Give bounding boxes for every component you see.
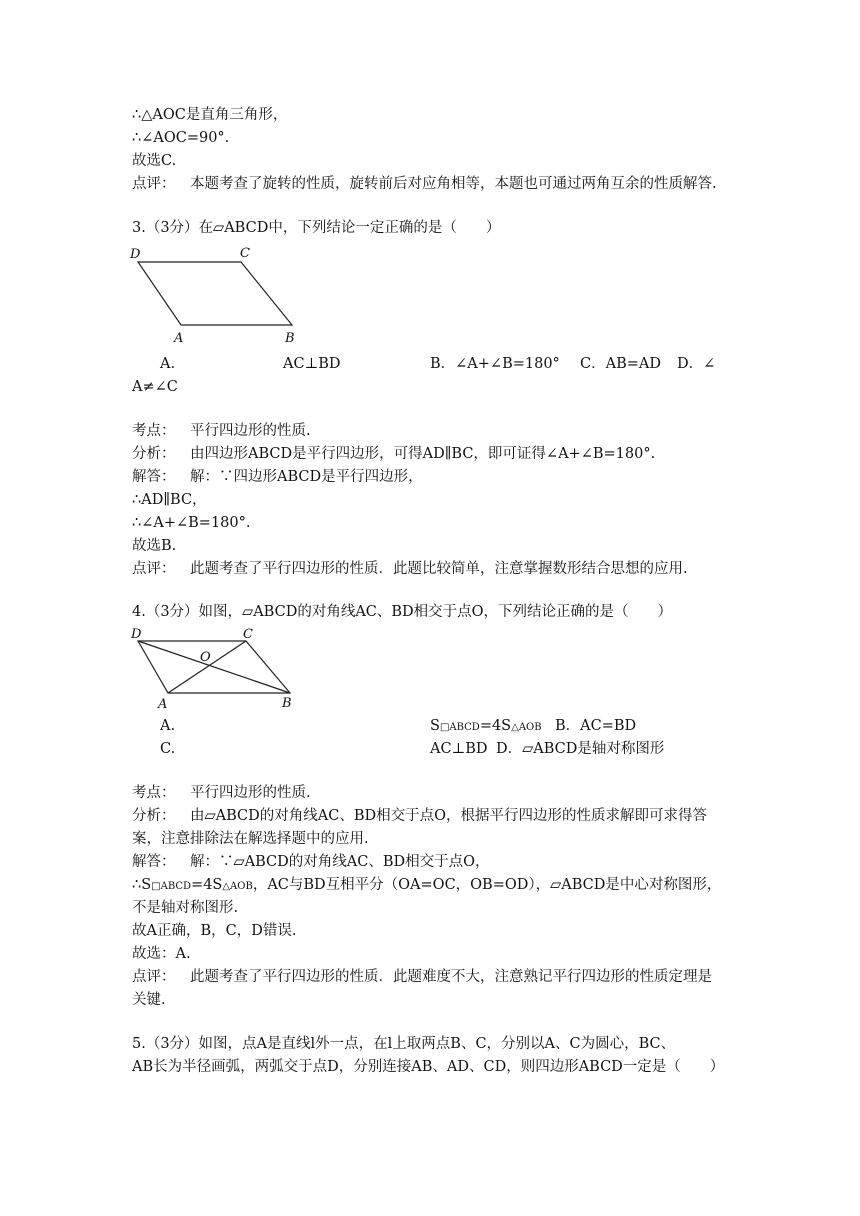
- vertex-label-a: A: [174, 331, 184, 346]
- analysis-line: [132, 444, 655, 464]
- kaodian-text: 平行四边形的性质.: [190, 785, 311, 801]
- analysis-label: 分析：: [132, 446, 176, 462]
- question-3-stem: 3.（3分）在▱ABCD中，下列结论一定正确的是（ ）: [132, 220, 501, 236]
- option-a-text: S□ABCD=4S△AOB: [430, 718, 542, 734]
- solution-line: ∴S□ABCD=4S△AOB，AC与BD互相平分（OA=OC，OB=OD），▱ABCD是中心对称图形，: [132, 877, 722, 893]
- answer-line: [132, 852, 490, 872]
- comment-text: 本题考查了旋转的性质，旋转前后对应角相等，本题也可通过两角互余的性质解答.: [190, 176, 717, 192]
- comment-cont: 关键.: [132, 992, 166, 1008]
- solution-line: ∴AD∥BC，: [132, 492, 207, 508]
- solution-line: ∴∠A+∠B=180°.: [132, 515, 251, 531]
- vertex-label-b: B: [282, 696, 292, 711]
- kaodian-text: 平行四边形的性质.: [190, 423, 311, 439]
- vertex-label-c: C: [240, 246, 250, 261]
- option-a-letter: A.: [160, 718, 176, 734]
- answer-label: 解答：: [132, 854, 176, 870]
- analysis-label: 分析：: [132, 808, 176, 824]
- diagonal-ac: [168, 641, 246, 693]
- kaodian-label: 考点：: [132, 423, 176, 439]
- option-c: C．AB=AD: [580, 356, 661, 372]
- comment-text: 此题考查了平行四边形的性质．此题难度不大，注意熟记平行四边形的性质定理是: [190, 969, 712, 985]
- answer-label: 解答：: [132, 469, 176, 485]
- answer-line: [132, 467, 423, 487]
- comment-text: 此题考查了平行四边形的性质．此题比较简单，注意掌握数形结合思想的应用.: [190, 561, 688, 577]
- kaodian-line: [132, 783, 311, 803]
- kaodian-line: [132, 421, 311, 441]
- solution-line: ∴△AOC是直角三角形，: [132, 107, 288, 123]
- option-d-letter: D．∠: [677, 356, 716, 372]
- comment-label: 点评：: [132, 561, 176, 577]
- question-4-stem: 4.（3分）如图，▱ABCD的对角线AC、BD相交于点O，下列结论正确的是（ ）: [132, 604, 673, 620]
- option-d-cont: A≠∠C: [132, 379, 178, 395]
- option-a-text: AC⊥BD: [283, 356, 341, 372]
- analysis-line: [132, 806, 707, 826]
- comment-label: 点评：: [132, 969, 176, 985]
- option-c-text: AC⊥BD: [430, 741, 488, 757]
- solution-line: 不是轴对称图形.: [132, 900, 239, 916]
- question-5-stem-cont: AB长为半径画弧，两弧交于点D，分别连接AB、AD、CD，则四边形ABCD一定是（ ）: [132, 1059, 725, 1075]
- solution-line: 故选B.: [132, 538, 177, 554]
- option-d-start: [677, 354, 715, 374]
- parallelogram-shape: [138, 262, 292, 325]
- parallelogram-figure-q3: [128, 243, 298, 347]
- vertex-label-a: A: [158, 697, 168, 712]
- question-5-stem: 5.（3分）如图，点A是直线l外一点，在l上取两点B、C，分别以A、C为圆心，BC、: [132, 1036, 676, 1052]
- analysis-cont: 案，注意排除法在解选择题中的应用.: [132, 831, 369, 847]
- vertex-label-c: C: [243, 627, 253, 642]
- answer-text: 解：∵四边形ABCD是平行四边形，: [190, 469, 423, 485]
- vertex-label-b: B: [285, 331, 295, 346]
- vertex-label-d: D: [131, 627, 142, 642]
- solution-line: 故选：A.: [132, 946, 191, 962]
- analysis-text: 由四边形ABCD是平行四边形，可得AD∥BC，即可证得∠A+∠B=180°.: [190, 446, 656, 462]
- comment-label: 点评：: [132, 176, 176, 192]
- option-a-letter: A.: [160, 356, 176, 372]
- analysis-text: 由▱ABCD的对角线AC、BD相交于点O，根据平行四边形的性质求解即可求得答: [190, 808, 707, 824]
- option-b: B．∠A+∠B=180°: [430, 356, 560, 372]
- vertex-label-d: D: [130, 247, 141, 262]
- solution-line: 故A正确，B，C，D错误.: [132, 923, 297, 939]
- parallelogram-figure-q4: [128, 625, 298, 713]
- answer-text: 解：∵▱ABCD的对角线AC、BD相交于点O，: [190, 854, 490, 870]
- comment-line: [132, 174, 717, 194]
- comment-line: [132, 967, 712, 987]
- option-c-letter: C.: [160, 741, 176, 757]
- option-d: D．▱ABCD是轴对称图形: [496, 741, 665, 757]
- comment-line: [132, 559, 688, 579]
- solution-line: 故选C.: [132, 153, 177, 169]
- option-b: B．AC=BD: [555, 718, 637, 734]
- kaodian-label: 考点：: [132, 785, 176, 801]
- solution-line: ∴∠AOC=90°.: [132, 130, 230, 146]
- diagonal-bd: [138, 641, 290, 693]
- vertex-label-o: O: [200, 650, 211, 665]
